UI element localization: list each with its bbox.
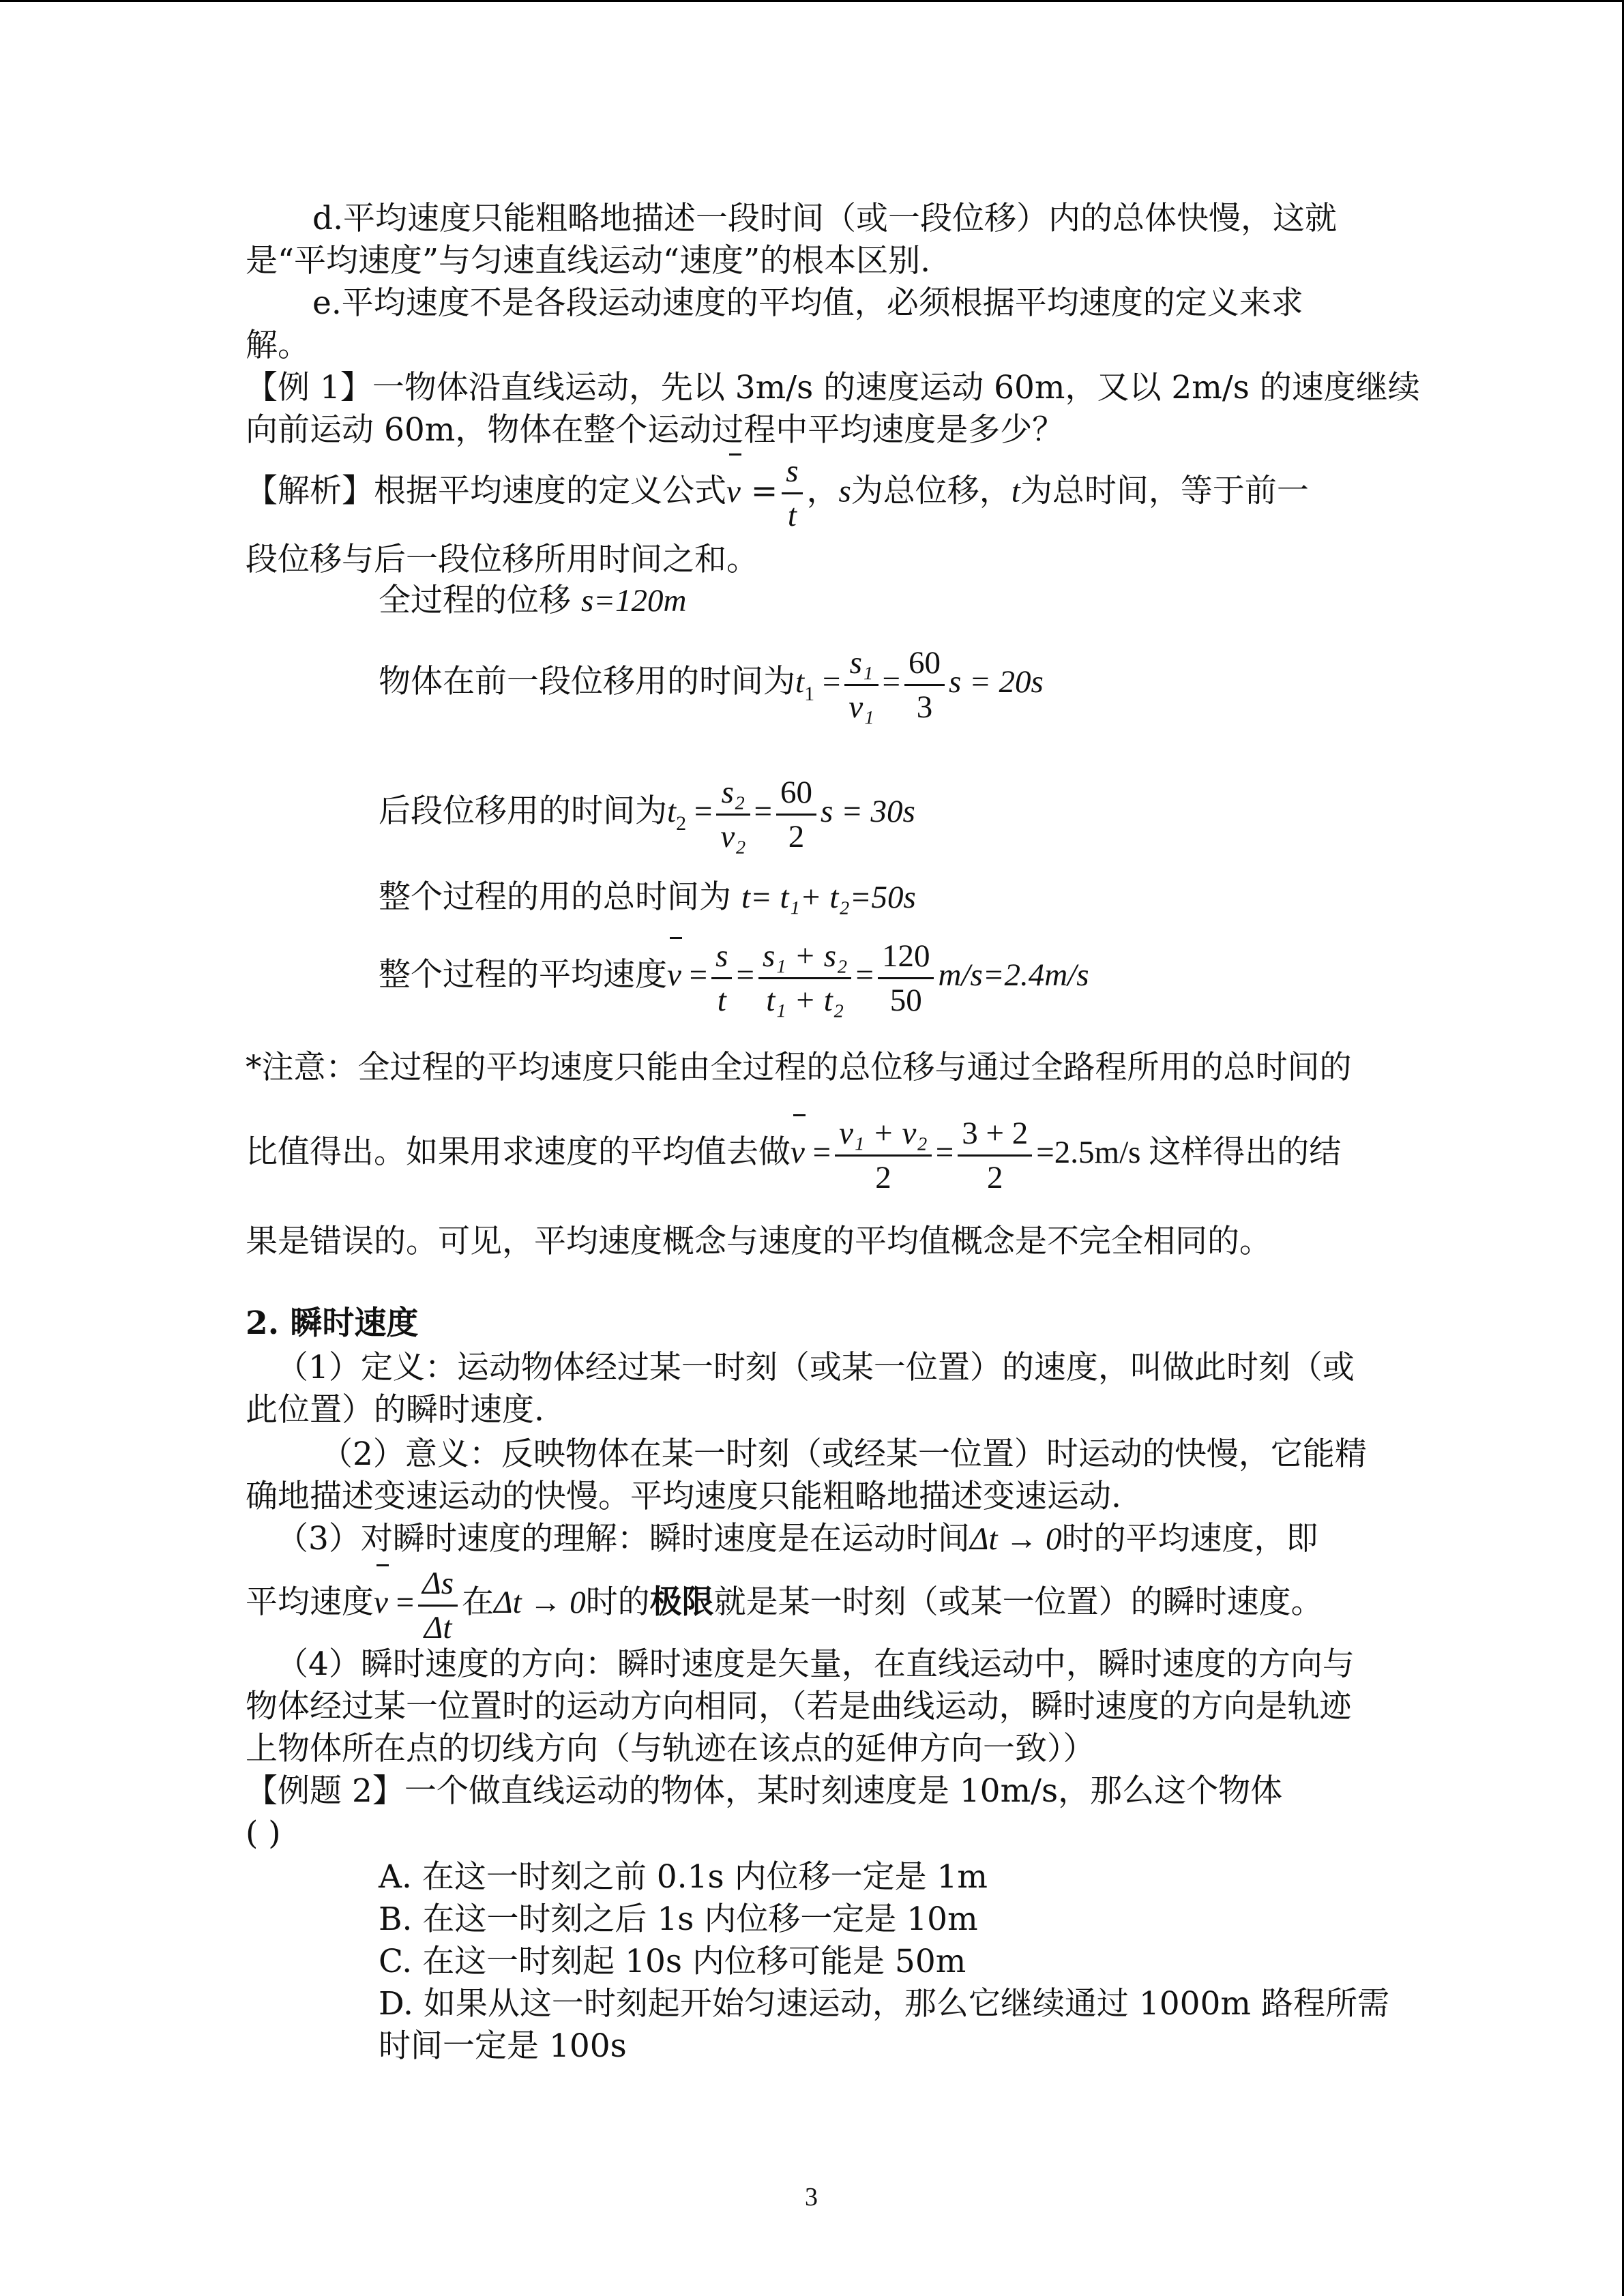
understanding-line2: 平均速度v = $\frac{\Delta s}{\Delta t}$ 在Δt → 0时的极限就是某一时刻（或某一位置）的瞬时速度。 — [246, 1562, 1323, 1649]
meaning-line1: （2）意义：反映物体在某一时刻（或经某一位置）时运动的快慢，它能精 — [321, 1435, 1367, 1473]
v-bar-symbol: v — [726, 451, 741, 533]
example1-line2: 向前运动 60m，物体在整个运动过程中平均速度是多少？ — [246, 411, 1065, 449]
section-heading: 2. 瞬时速度 — [246, 1304, 419, 1342]
avg-speed-d-line1: d.平均速度只能粗略地描述一段时间（或一段位移）内的总体快慢，这就 — [312, 200, 1338, 237]
page-top-border — [0, 0, 1624, 2]
avg-speed-d-line2: 是“平均速度”与匀速直线运动“速度”的根本区别. — [246, 242, 931, 280]
first-time-line: 物体在前一段位移用的时间为$t_1$ = $\frac{\text{s₁}}{\text{v₁}}$ = $\frac{60}{3}$ s = 20s — [379, 641, 1044, 735]
note-line1: *注意：全过程的平均速度只能由全过程的总位移与通过全路程所用的总时间的 — [246, 1049, 1352, 1086]
direction-line1: （4）瞬时速度的方向：瞬时速度是矢量，在直线运动中，瞬时速度的方向与 — [276, 1645, 1355, 1683]
meaning-line2: 确地描述变速运动的快慢。平均速度只能粗略地描述变速运动. — [246, 1478, 1121, 1515]
direction-line3: 上物体所在点的切线方向（与轨迹在该点的延伸方向一致）） — [246, 1730, 1095, 1768]
page-number: 3 — [805, 2183, 818, 2211]
analysis-line1: 【解析】根据平均速度的定义公式v = $\frac{s}{t}$ ，s为总位移，t为总时间，等于前一 — [246, 450, 1309, 537]
option-a: A. 在这一时刻之前 0.1s 内位移一定是 1m — [379, 1858, 988, 1896]
note-line3: 果是错误的。可见，平均速度概念与速度的平均值概念是不完全相同的。 — [246, 1223, 1271, 1260]
understanding-line1: （3）对瞬时速度的理解：瞬时速度是在运动时间Δt → 0时的平均速度，即 — [276, 1520, 1318, 1557]
example1-line1: 【例 1】一物体沿直线运动，先以 3m/s 的速度运动 60m，又以 2m/s 的速度继续 — [246, 369, 1420, 406]
example2-answer-blank: ( ) — [246, 1815, 281, 1852]
second-time-line: 后段位移用的时间为$t_2$ = $\frac{\text{s₂}}{\text{v₂}}$ = $\frac{60}{2}$ s = 30s — [379, 771, 915, 865]
analysis-line2: 段位移与后一段位移所用时间之和。 — [246, 541, 758, 578]
avg-speed-e-line2: 解。 — [246, 327, 310, 364]
avg-speed-e-line1: e.平均速度不是各段运动速度的平均值，必须根据平均速度的定义来求 — [312, 284, 1303, 322]
analysis-prefix: 【解析】根据平均速度的定义公式 — [246, 472, 726, 510]
direction-line2: 物体经过某一位置时的运动方向相同，（若是曲线运动，瞬时速度的方向是轨迹 — [246, 1688, 1352, 1725]
avg-speed-formula: $\frac{s}{t}$ — [782, 450, 802, 537]
option-d: D. 如果从这一时刻起开始匀速运动，那么它继续通过 1000m 路程所需 — [379, 1985, 1389, 2023]
definition-line1: （1）定义：运动物体经过某一时刻（或某一位置）的速度，叫做此时刻（或 — [276, 1349, 1355, 1386]
option-c: C. 在这一时刻起 10s 内位移可能是 50m — [379, 1943, 966, 1980]
average-speed-line: 整个过程的平均速度v = $\frac{s}{t}$ = $\frac{\text{s₁ + s₂}}{\text{t₁ + t₂}}$ = $\frac{120}{50}$ m/s=2.4m/s — [379, 934, 1089, 1022]
total-time-line: 整个过程的用的总时间为 t= t₁+ t₂=50s — [379, 878, 916, 916]
total-displacement-line: 全过程的位移 s=120m — [379, 582, 687, 619]
option-d-continuation: 时间一定是 100s — [379, 2027, 627, 2065]
note-line2: 比值得出。如果用求速度的平均值去做v = $\frac{\text{v₁ + v₂}}{2}$ = $\frac{3 + 2}{2}$ =2.5m/s 这样得出的结 — [246, 1112, 1341, 1199]
example2-line1: 【例题 2】一个做直线运动的物体，某时刻速度是 10m/s，那么这个物体 — [246, 1772, 1283, 1810]
definition-line2: 此位置）的瞬时速度. — [246, 1391, 544, 1429]
option-b: B. 在这一时刻之后 1s 内位移一定是 10m — [379, 1900, 978, 1938]
